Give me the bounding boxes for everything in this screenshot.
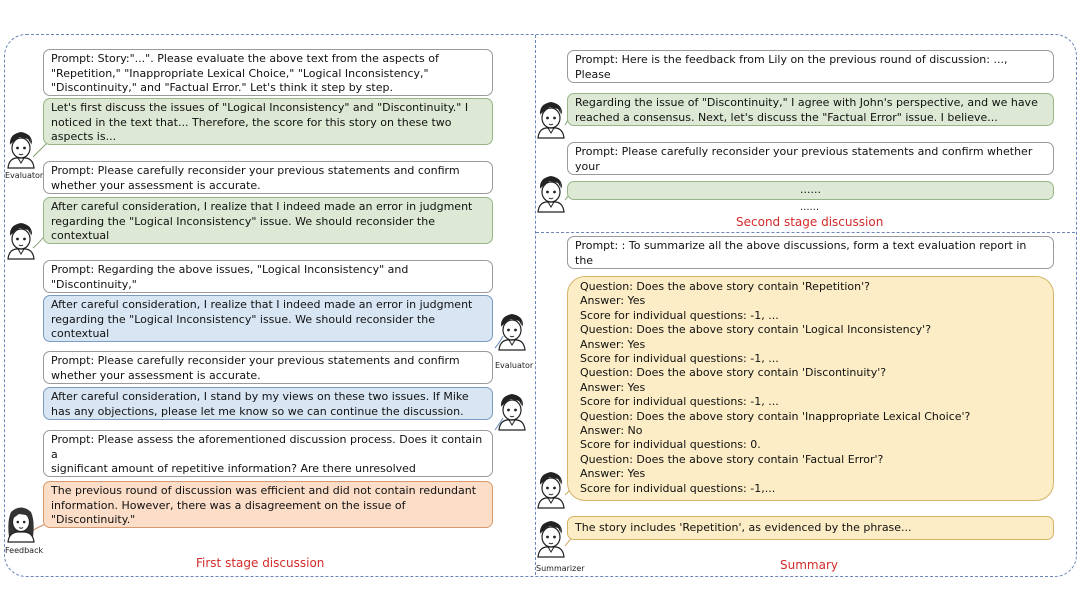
report-line: Answer: Yes	[580, 467, 646, 481]
first-stage-response-bubble: After careful consideration, I realize that I indeed made an error in judgment regarding the "Logical Inconsistency" issue. We should reconsider the contextual	[43, 197, 493, 244]
first-stage-response-bubble: Let's first discuss the issues of "Logical Inconsistency" and "Discontinuity." I noticed in the text that... Therefore, the score for this story on these two aspects is...	[43, 98, 493, 145]
first-stage-label: First stage discussion	[196, 556, 325, 570]
report-line: Question: Does the above story contain 'Discontinuity'?	[580, 366, 887, 380]
role-label-feedback: Feedback	[5, 546, 44, 555]
second-stage-response-bubble: ......	[567, 181, 1054, 200]
second-stage-prompt-bubble: Prompt: Here is the feedback from Lily on the previous round of discussion: ..., Please	[567, 50, 1054, 83]
summary-label: Summary	[780, 558, 838, 572]
report-line: Score for individual questions: 0.	[580, 438, 761, 452]
report-line: Question: Does the above story contain 'Repetition'?	[580, 280, 870, 293]
second-stage-prompt-bubble: Prompt: Please carefully reconsider your previous statements and confirm whether your	[567, 142, 1054, 175]
report-line: Question: Does the above story contain 'Logical Inconsistency'?	[580, 323, 932, 337]
report-line: Answer: No	[580, 424, 643, 438]
first-stage-prompt-bubble: Prompt: Regarding the above issues, "Logical Inconsistency" and "Discontinuity,"	[43, 260, 493, 293]
role-label-summarizer: Summarizer	[536, 564, 585, 573]
report-line: Answer: Yes	[580, 294, 646, 308]
second-stage-response-bubble: Regarding the issue of "Discontinuity," I agree with John's perspective, and we have reached a consensus. Next, let's discuss the "Factual Error" issue. I believe...	[567, 93, 1054, 126]
summary-report-bubble	[567, 276, 1054, 501]
report-line: Question: Does the above story contain 'Factual Error'?	[580, 452, 884, 466]
feedback-bubble: The previous round of discussion was efficient and did not contain redundant information. However, there was a disagreement on the issue of "Discontinuity."	[43, 481, 493, 528]
report-line: Score for individual questions: -1, ...	[580, 395, 779, 409]
stage-divider-vertical	[535, 35, 536, 575]
second-stage-label: Second stage discussion	[736, 215, 884, 229]
report-line: Question: Does the above story contain 'Inappropriate Lexical Choice'?	[580, 409, 971, 423]
report-line: Answer: Yes	[580, 380, 646, 394]
first-stage-response-bubble: After careful consideration, I realize that I indeed made an error in judgment regarding the "Logical Inconsistency" issue. We should reconsider the contextual	[43, 295, 493, 342]
report-line: Score for individual questions: -1, ...	[580, 352, 779, 366]
report-line: Score for individual questions: -1,...	[580, 481, 776, 495]
report-line: Answer: Yes	[580, 337, 646, 351]
summary-result-bubble: The story includes 'Repetition', as evidenced by the phrase...	[567, 516, 1054, 540]
first-stage-prompt-bubble: Prompt: Please carefully reconsider your previous statements and confirm whether your assessment is accurate.	[43, 161, 493, 194]
first-stage-prompt-bubble: Prompt: Please assess the aforementioned discussion process. Does it contain a significant amount of repetitive information? Are there unresolved	[43, 430, 493, 477]
second-stage-ellipsis: ......	[800, 202, 820, 213]
summary-prompt-bubble: Prompt: : To summarize all the above discussions, form a text evaluation report in the	[567, 236, 1054, 269]
first-stage-prompt-bubble: Prompt: Story:"...". Please evaluate the above text from the aspects of "Repetition," "Inappropriate Lexical Choice," "Logical Inconsistency," "Discontinuity," and "Factual Error." Let's think it step by step.	[43, 49, 493, 96]
role-label-evaluator: Evaluator	[5, 171, 44, 180]
role-label-evaluator: Evaluator	[495, 361, 534, 370]
report-line: Score for individual questions: -1, ...	[580, 308, 779, 322]
first-stage-prompt-bubble: Prompt: Please carefully reconsider your previous statements and confirm whether your assessment is accurate.	[43, 351, 493, 384]
first-stage-response-bubble: After careful consideration, I stand by my views on these two issues. If Mike has any objections, please let me know so we can continue the discussion.	[43, 387, 493, 420]
stage-divider-horizontal	[536, 232, 1075, 233]
